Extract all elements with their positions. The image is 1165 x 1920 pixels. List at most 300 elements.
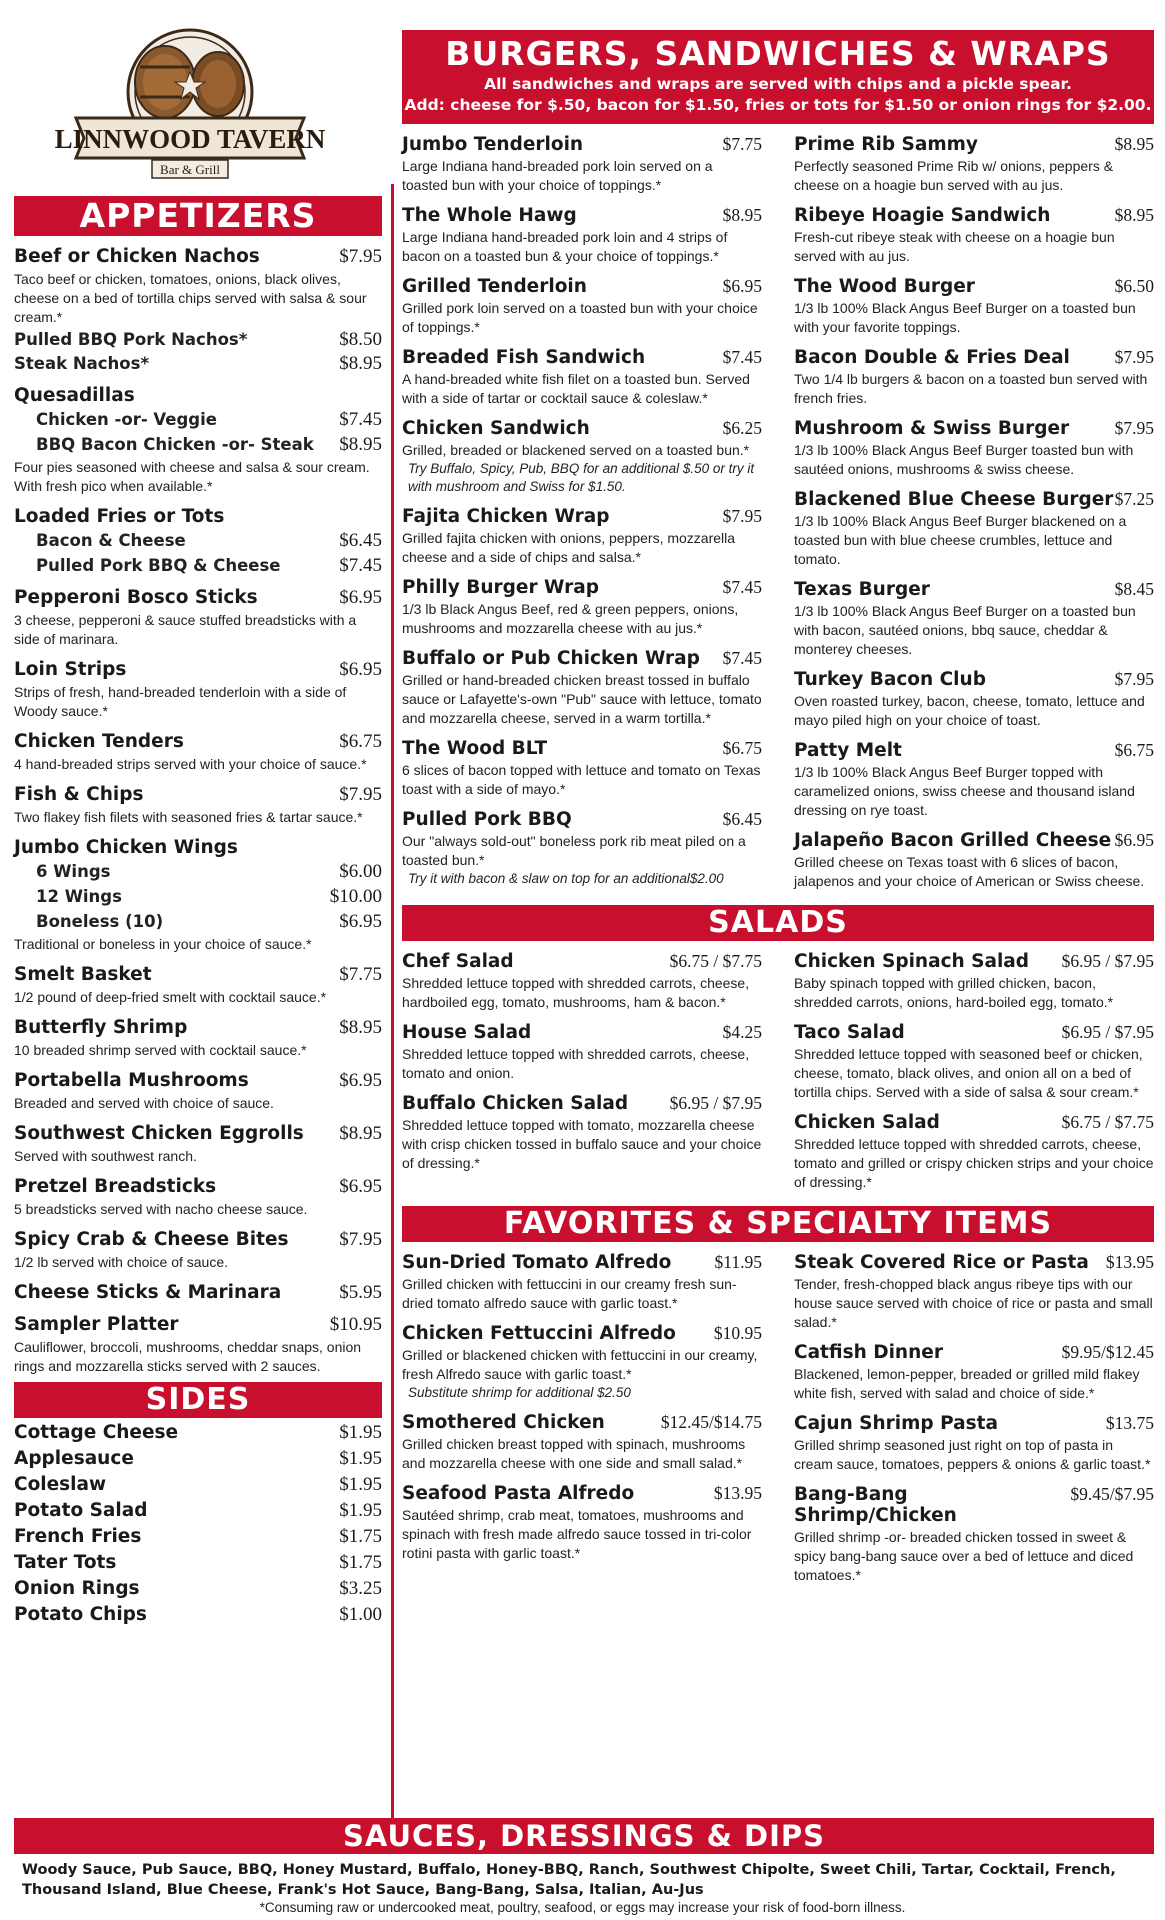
menu-item [14,1314,382,1376]
menu-item [14,1229,382,1272]
menu-item-price: $11.95 [714,1252,762,1272]
menu-item-price: $10.95 [329,1314,382,1335]
menu-item-description: Grilled shrimp seasoned just right on top of pasta in cream sauce, tomatoes, peppers & onions & garlic toast.* [794,1437,1151,1472]
menu-item-description: Traditional or boneless in your choice of sauce.* [14,936,312,952]
menu-item-description: Grilled, breaded or blackened served on a toasted bun.* [402,442,750,458]
right-column [402,30,1154,1585]
menu-item-price: $6.75 [1114,740,1154,760]
side-item-price: $1.75 [339,1552,382,1573]
menu-item-description: Served with southwest ranch. [14,1148,197,1164]
option-price: $6.95 [339,911,382,932]
logo-text: LINNWOOD TAVERN [54,124,326,154]
menu-item-header [794,418,1154,439]
menu-item [794,205,1154,266]
menu-item-header [14,1282,382,1304]
menu-item [402,418,762,496]
option-price: $6.45 [339,530,382,551]
menu-item [794,579,1154,659]
menu-item [14,506,382,577]
menu-item [402,347,762,408]
menu-item [14,659,382,721]
menu-item [794,276,1154,337]
menu-item-description: 1/3 lb 100% Black Angus Beef Burger toasted bun with sautéed onions, mushrooms & swiss cheese. [794,442,1134,477]
option-name: Boneless (10) [36,912,164,931]
menu-item [14,1282,382,1304]
menu-item-description: 10 breaded shrimp served with cocktail sauce.* [14,1042,307,1058]
menu-item-name: Chef Salad [402,951,514,972]
menu-item-header [794,1252,1154,1273]
menu-item-description: Our "always sold-out" boneless pork rib meat piled on a toasted bun.* [402,833,746,868]
menu-item [14,1123,382,1166]
menu-item-description: A hand-breaded white fish filet on a toasted bun. Served with a side of tartar or cocktail sauce & coleslaw.* [402,371,750,406]
variant-price: $8.50 [339,329,382,350]
menu-item-name: The Wood Burger [794,276,975,297]
burgers-subtitle-1: All sandwiches and wraps are served with chips and a pickle spear. [484,75,1072,93]
side-item-price: $3.25 [339,1578,382,1599]
menu-item-description: Four pies seasoned with cheese and salsa & sour cream. With fresh pico when available.* [14,459,370,494]
side-item [14,1604,382,1626]
side-item-name: Cottage Cheese [14,1422,179,1443]
menu-item-description: Sautéed shrimp, crab meat, tomatoes, mushrooms and spinach with fresh made alfredo sauce tossed in tri-color rotini pasta with garlic toast.* [402,1507,752,1561]
menu-item-description: Large Indiana hand-breaded pork loin and 4 strips of bacon on a toasted bun & your choice of toppings.* [402,229,728,264]
menu-item-name: Bacon Double & Fries Deal [794,347,1070,368]
menu-item-description: Grilled shrimp -or- breaded chicken tossed in sweet & spicy bang-bang sauce over a bed of lettuce and diced tomatoes.* [794,1529,1134,1583]
menu-item-header [794,951,1154,972]
side-item-price: $1.95 [339,1474,382,1495]
menu-item-header [794,489,1154,510]
tavern-logo [54,22,326,187]
menu-item-name: Pulled Pork BBQ [402,809,572,830]
salads-banner: SALADS [402,905,1154,941]
menu-item-header [794,1484,1154,1526]
salads-right-list [794,941,1154,1192]
menu-item-name: Prime Rib Sammy [794,134,978,155]
menu-item-price: $6.95 [339,1176,382,1197]
menu-item-price: $6.95 / $7.95 [669,1093,762,1113]
menu-item-header [402,738,762,759]
menu-item-name: Pretzel Breadsticks [14,1176,217,1197]
menu-item-description: Large Indiana hand-breaded pork loin served on a toasted bun with your choice of toppings.* [402,158,713,193]
menu-item-name: Fajita Chicken Wrap [402,506,610,527]
menu-item [794,1484,1154,1585]
menu-item-description: Perfectly seasoned Prime Rib w/ onions, peppers & cheese on a hoagie bun served with au jus. [794,158,1114,193]
menu-item-price: $7.45 [722,577,762,597]
menu-item-option [14,434,382,456]
menu-item-note: Substitute shrimp for additional $2.50 [408,1385,631,1400]
menu-item-header [794,276,1154,297]
menu-item [794,1413,1154,1474]
side-item-name: Onion Rings [14,1578,140,1599]
menu-item-name: Chicken Salad [794,1112,940,1133]
option-price: $7.45 [339,555,382,576]
menu-item-note: Try it with bacon & slaw on top for an additional$2.00 [408,871,724,886]
menu-item-header [402,1022,762,1043]
menu-item-name: Taco Salad [794,1022,905,1043]
menu-item-description: Shredded lettuce topped with shredded carrots, cheese, tomato and onion. [402,1046,750,1081]
option-name: Chicken -or- Veggie [36,410,217,429]
menu-item-header [14,964,382,986]
menu-item-price: $6.45 [722,809,762,829]
menu-item-name: Steak Covered Rice or Pasta [794,1252,1089,1273]
menu-item-description: Grilled or blackened chicken with fettuccini in our creamy, fresh Alfredo sauce with garlic toast.* [402,1347,758,1382]
menu-item [794,134,1154,195]
menu-item-header [402,418,762,439]
menu-item [402,506,762,567]
menu-item-header [14,506,382,527]
menu-item-header [794,579,1154,600]
menu-item-header [794,1112,1154,1133]
menu-item-header [794,1022,1154,1043]
menu-item-name: Buffalo or Pub Chicken Wrap [402,648,700,669]
menu-item [402,1093,762,1173]
side-item [14,1448,382,1470]
favorites-banner: FAVORITES & SPECIALTY ITEMS [402,1206,1154,1242]
menu-item-name: Jumbo Chicken Wings [14,837,238,858]
menu-item-name: Pepperoni Bosco Sticks [14,587,258,608]
menu-item-name: Spicy Crab & Cheese Bites [14,1229,289,1250]
menu-item-header [402,506,762,527]
menu-item-name: Butterfly Shrimp [14,1017,188,1038]
side-item-price: $1.00 [339,1604,382,1625]
menu-item-header [402,134,762,155]
option-price: $7.45 [339,409,382,430]
menu-item-name: House Salad [402,1022,532,1043]
appetizers-banner: APPETIZERS [14,196,382,236]
side-item-name: Coleslaw [14,1474,107,1495]
menu-item-header [402,205,762,226]
menu-item-description: 3 cheese, pepperoni & sauce stuffed breadsticks with a side of marinara. [14,612,357,647]
menu-item-option [14,409,382,431]
menu-item-price: $8.95 [722,205,762,225]
menu-item [402,205,762,266]
side-item-price: $1.95 [339,1448,382,1469]
menu-item-name: Smelt Basket [14,964,152,985]
menu-item [794,1112,1154,1192]
menu-item-price: $7.95 [1114,669,1154,689]
side-item-name: French Fries [14,1526,142,1547]
menu-item-name: Smothered Chicken [402,1412,605,1433]
menu-item-price: $8.95 [339,1017,382,1038]
menu-item-name: Chicken Tenders [14,731,184,752]
menu-item-price: $7.75 [339,964,382,985]
menu-item [14,784,382,827]
menu-item-name: Philly Burger Wrap [402,577,599,598]
menu-item-option [14,886,382,908]
menu-item [402,738,762,799]
menu-item-description: 5 breadsticks served with nacho cheese sauce. [14,1201,308,1217]
menu-item-price: $7.95 [1114,347,1154,367]
menu-item-description: Oven roasted turkey, bacon, cheese, tomato, lettuce and mayo piled high on your choice of toast. [794,693,1145,728]
option-name: Pulled Pork BBQ & Cheese [36,556,281,575]
menu-item-price: $6.95 [339,659,382,680]
menu-item-header [794,205,1154,226]
menu-item-price: $7.45 [722,648,762,668]
menu-item-price: $13.95 [713,1483,762,1503]
menu-item-description: Tender, fresh-chopped black angus ribeye tips with our house sauce served with choice of rice or pasta and small salad.* [794,1276,1153,1330]
menu-item-description: Shredded lettuce topped with shredded carrots, cheese, tomato and grilled or crispy chicken strips and your choice of dressing.* [794,1136,1154,1190]
menu-item-header [14,1017,382,1039]
menu-item-price: $7.95 [339,784,382,805]
menu-item-header [402,1252,762,1273]
menu-item-description: Grilled cheese on Texas toast with 6 slices of bacon, jalapenos and your choice of American or Swiss cheese. [794,854,1145,889]
menu-item [794,951,1154,1012]
menu-item-name: Turkey Bacon Club [794,669,986,690]
side-item-name: Potato Salad [14,1500,148,1521]
menu-item-description: Cauliflower, broccoli, mushrooms, cheddar snaps, onion rings and mozzarella sticks served with 2 sauces. [14,1339,362,1374]
menu-item-note: Try Buffalo, Spicy, Pub, BBQ for an additional $.50 or try it with mushroom and Swiss for $1.50. [408,461,755,494]
menu-item-name: Fish & Chips [14,784,144,805]
menu-item-header [14,784,382,806]
menu-item-name: Chicken Fettuccini Alfredo [402,1323,676,1344]
option-name: 12 Wings [36,887,122,906]
menu-item [794,489,1154,569]
menu-item [794,830,1154,891]
menu-item-price: $6.95 [1114,830,1154,850]
menu-item-price: $6.75 [339,731,382,752]
menu-item-price: $6.75 / $7.75 [1061,1112,1154,1132]
menu-item [402,276,762,337]
sauces-banner: SAUCES, DRESSINGS & DIPS [14,1818,1154,1854]
menu-item-description: Shredded lettuce topped with shredded carrots, cheese, hardboiled egg, tomato, mushrooms, ham & bacon.* [402,975,750,1010]
menu-item-header [402,1093,762,1114]
menu-item-description: Shredded lettuce topped with tomato, mozzarella cheese with crisp chicken tossed in buffalo sauce and your choice of dressing.* [402,1117,762,1171]
menu-item-price: $5.95 [339,1282,382,1303]
menu-item-name: Loin Strips [14,659,127,680]
menu-item [14,1017,382,1060]
menu-item-header [794,1342,1154,1363]
menu-item-description: 1/3 lb 100% Black Angus Beef Burger on a toasted bun with bacon, sautéed onions, bbq sauce, cheddar & monterey cheeses. [794,603,1136,657]
menu-item-description: 1/2 lb served with choice of sauce. [14,1254,229,1270]
menu-item-name: Mushroom & Swiss Burger [794,418,1070,439]
sauces-list: Woody Sauce, Pub Sauce, BBQ, Honey Mustard, Buffalo, Honey-BBQ, Ranch, Southwest Chipolte, Sweet Chili, Tartar, Cocktail, French, Thousand Island, Blue Cheese, Frank's Hot Sauce, Bang-Bang, Salsa, Italian, Au-Jus [22,1862,1116,1898]
menu-item-header [14,1314,382,1336]
menu-item-description: Blackened, lemon-pepper, breaded or grilled mild flakey white fish, served with salad and choice of side.* [794,1366,1140,1401]
menu-item-description: Taco beef or chicken, tomatoes, onions, black olives, cheese on a bed of tortilla chips served with salsa & sour cream.* [14,271,367,325]
side-item-price: $1.95 [339,1422,382,1443]
menu-item-name: Sun-Dried Tomato Alfredo [402,1252,672,1273]
side-item-name: Potato Chips [14,1604,147,1625]
menu-item-price: $10.95 [713,1323,762,1343]
burgers-subtitle-2: Add: cheese for $.50, bacon for $1.50, fries or tots for $1.50 or onion rings for $2.00. [404,96,1152,114]
menu-item-price: $12.45/$14.75 [660,1412,762,1432]
sides-list [14,1422,382,1626]
menu-item-name: Ribeye Hoagie Sandwich [794,205,1051,226]
salads-section [402,941,1154,1192]
menu-item-description: 1/3 lb 100% Black Angus Beef Burger on a toasted bun with your favorite toppings. [794,300,1136,335]
menu-item-price: $7.75 [722,134,762,154]
menu-item-price: $7.95 [339,1229,382,1250]
side-item [14,1526,382,1548]
menu-item-description: 1/3 lb 100% Black Angus Beef Burger topped with caramelized onions, swiss cheese and thousand island dressing on rye toast. [794,764,1135,818]
menu-item-price: $6.95 [339,587,382,608]
menu-item-description: Fresh-cut ribeye steak with cheese on a hoagie bun served with au jus. [794,229,1115,264]
menu-item-price: $6.50 [1114,276,1154,296]
menu-item [14,1070,382,1113]
menu-item-header [402,577,762,598]
menu-item-name: Southwest Chicken Eggrolls [14,1123,304,1144]
menu-item-name: Sampler Platter [14,1314,179,1335]
favorites-section [402,1242,1154,1585]
menu-item-header [794,134,1154,155]
burgers-banner [402,30,1154,124]
menu-item-description: 1/2 pound of deep-fried smelt with cocktail sauce.* [14,989,327,1005]
menu-item-description: Grilled pork loin served on a toasted bun with your choice of toppings.* [402,300,758,335]
menu-item-name: Grilled Tenderloin [402,276,587,297]
menu-item-header [14,731,382,753]
menu-item-price: $8.95 [1114,205,1154,225]
menu-item-price: $13.95 [1105,1252,1154,1272]
menu-item-price: $9.95/$12.45 [1061,1342,1154,1362]
menu-item [402,1483,762,1563]
menu-item-option [14,861,382,883]
menu-item [794,418,1154,479]
salads-left-list [402,941,762,1192]
menu-item [14,837,382,954]
logo-tagline: Bar & Grill [160,162,220,177]
menu-item-description: Baby spinach topped with grilled chicken, bacon, shredded carrots, onions, hard-boiled egg, tomato.* [794,975,1114,1010]
menu-item [402,134,762,195]
menu-item-option [14,555,382,577]
menu-item-name: Cajun Shrimp Pasta [794,1413,998,1434]
menu-item [14,731,382,774]
menu-item-description: Two flakey fish filets with seasoned fries & tartar sauce.* [14,809,363,825]
menu-item-name: Loaded Fries or Tots [14,506,225,527]
menu-item-header [402,809,762,830]
burgers-left-list [402,124,762,891]
side-item-price: $1.75 [339,1526,382,1547]
menu-item-price: $7.25 [1114,489,1154,509]
menu-item [794,1252,1154,1332]
menu-item-price: $7.45 [722,347,762,367]
food-safety-disclaimer: *Consuming raw or undercooked meat, poultry, seafood, or eggs may increase your risk of food-born illness. [259,1900,906,1915]
menu-item-description: Breaded and served with choice of sauce. [14,1095,274,1111]
option-price: $6.00 [339,861,382,882]
menu-item-description: Grilled or hand-breaded chicken breast tossed in buffalo sauce or Lafayette's-own "Pub" sauce with lettuce, tomato and mozzarella cheese, served in a warm tortilla.* [402,672,762,726]
menu-item-option [14,530,382,552]
menu-item-header [14,1229,382,1251]
menu-item-header [402,1323,762,1344]
burgers-section [402,124,1154,891]
side-item [14,1474,382,1496]
menu-item-name: Breaded Fish Sandwich [402,347,646,368]
menu-item-description: Grilled chicken with fettuccini in our creamy fresh sun-dried tomato alfredo sauce with garlic toast.* [402,1276,737,1311]
menu-item [14,385,382,496]
menu-item [402,951,762,1012]
menu-item [794,1022,1154,1102]
menu-item-name: Patty Melt [794,740,902,761]
menu-item-header [14,587,382,609]
menu-item-name: Texas Burger [794,579,930,600]
menu-item-price: $6.95 / $7.95 [1061,951,1154,971]
menu-item-name: Buffalo Chicken Salad [402,1093,629,1114]
menu-item [794,1342,1154,1403]
menu-item-price: $7.95 [339,246,382,267]
menu-item-header [402,276,762,297]
option-price: $10.00 [329,886,382,907]
variant-price: $8.95 [339,353,382,374]
menu-item-header [794,1413,1154,1434]
menu-item-header [14,837,382,858]
menu-item [794,740,1154,820]
menu-item-description: Shredded lettuce topped with seasoned beef or chicken, cheese, tomato, black olives, and onion all on a bed of tortilla chips. Served with a side of salsa & sour cream.* [794,1046,1143,1100]
variant-name: Pulled BBQ Pork Nachos* [14,330,248,349]
menu-item [402,648,762,728]
favorites-right-list [794,1242,1154,1585]
option-name: BBQ Bacon Chicken -or- Steak [36,435,314,454]
menu-item-price: $6.95 [722,276,762,296]
menu-item-description: Strips of fresh, hand-breaded tenderloin with a side of Woody sauce.* [14,684,347,719]
menu-item-name: Blackened Blue Cheese Burger [794,489,1114,510]
menu-item [402,1412,762,1473]
menu-item-description: 1/3 lb 100% Black Angus Beef Burger blackened on a toasted bun with blue cheese crumbles, lettuce and tomato. [794,513,1127,567]
menu-item-description: Grilled fajita chicken with onions, peppers, mozzarella cheese and a side of chips and salsa.* [402,530,736,565]
option-price: $8.95 [339,434,382,455]
menu-item-description: 1/3 lb Black Angus Beef, red & green peppers, onions, mushrooms and mozzarella cheese with au jus.* [402,601,739,636]
menu-item-header [794,669,1154,690]
menu-item-name: Bang-Bang Shrimp/Chicken [794,1484,957,1526]
sides-banner: SIDES [14,1382,382,1418]
menu-item-price: $8.95 [339,1123,382,1144]
variant-name: Steak Nachos* [14,354,150,373]
side-item-name: Applesauce [14,1448,134,1469]
menu-item-variant [14,353,382,375]
menu-item-name: Chicken Spinach Salad [794,951,1030,972]
menu-item-price: $7.95 [1114,418,1154,438]
option-name: 6 Wings [36,862,111,881]
menu-item [402,1022,762,1083]
menu-item-price: $7.95 [722,506,762,526]
menu-item-header [14,659,382,681]
menu-item [402,1252,762,1313]
menu-item-price: $6.75 [722,738,762,758]
menu-item-name: Jalapeño Bacon Grilled Cheese [794,830,1112,851]
menu-item-name: The Whole Hawg [402,205,577,226]
menu-item [14,587,382,649]
menu-item-name: Catfish Dinner [794,1342,943,1363]
side-item [14,1552,382,1574]
menu-item-header [402,1483,762,1504]
menu-item-name: Beef or Chicken Nachos [14,246,260,267]
left-column [14,196,382,1626]
menu-item [794,669,1154,730]
menu-item [14,964,382,1007]
menu-item-price: $6.95 [339,1070,382,1091]
burgers-title: BURGERS, SANDWICHES & WRAPS [445,34,1111,73]
menu-item-header [402,951,762,972]
burgers-right-list [794,124,1154,891]
menu-item-price: $6.95 / $7.95 [1061,1022,1154,1042]
menu-item-header [402,1412,762,1433]
menu-item [402,809,762,888]
menu-item-header [14,1070,382,1092]
side-item-name: Tater Tots [14,1552,117,1573]
menu-item-header [402,347,762,368]
menu-item-description: Two 1/4 lb burgers & bacon on a toasted bun served with french fries. [794,371,1148,406]
menu-item [794,347,1154,408]
menu-item-option [14,911,382,933]
menu-item-header [14,1176,382,1198]
menu-item-price: $13.75 [1105,1413,1154,1433]
menu-item-header [14,1123,382,1145]
side-item [14,1422,382,1444]
menu-item-name: Chicken Sandwich [402,418,590,439]
side-item-price: $1.95 [339,1500,382,1521]
menu-item-description: 6 slices of bacon topped with lettuce and tomato on Texas toast with a side of mayo.* [402,762,761,797]
side-item [14,1578,382,1600]
option-name: Bacon & Cheese [36,531,186,550]
side-item [14,1500,382,1522]
menu-item-name: Quesadillas [14,385,135,406]
